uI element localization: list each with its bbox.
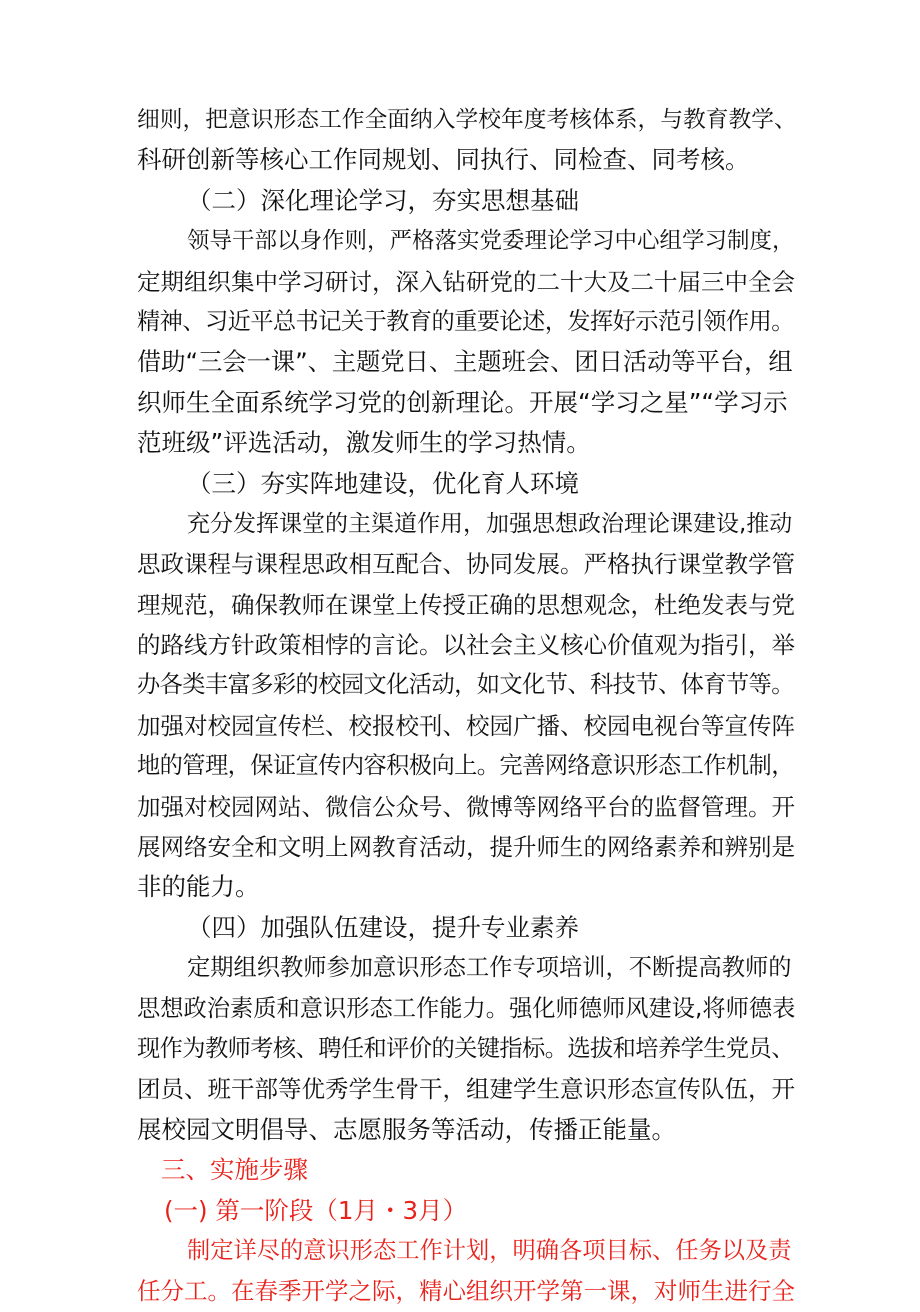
body-line: 非的能力。: [137, 872, 260, 902]
document-page: [137, 100, 797, 1312]
body-line: 范班级”评选活动，激发师生的学习热情。: [137, 428, 591, 458]
body-line: 展校园文明倡导、志愿服务等活动，传播正能量。: [137, 1114, 676, 1144]
body-line: 思政课程与课程思政相互配合、协同发展。严格执行课堂教学管: [137, 550, 795, 579]
body-line: 团员、班干部等优秀学生骨干，组建学生意识形态宣传队伍，开: [137, 1075, 795, 1104]
body-line: 借助“三会一课”、主题党日、主题班会、团日活动等平台，组: [137, 347, 793, 377]
body-line: 细则，把意识形态工作全面纳入学校年度考核体系，与教育教学、: [137, 107, 797, 133]
body-line: 定期组织集中学习研讨，深入钻研党的二十大及二十届三中全会: [137, 267, 795, 296]
section-heading: （二）深化理论学习，夯实思想基础: [187, 185, 579, 215]
section-heading: （三）夯实阵地建设，优化育人环境: [187, 468, 579, 498]
body-line: 加强对校园宣传栏、校报校刊、校园广播、校园电视台等宣传阵: [137, 711, 795, 740]
body-line: 充分发挥课堂的主渠道作用，加强思想政治理论课建设,推动: [187, 510, 793, 537]
body-line: 定期组织教师参加意识形态工作专项培训，不断提高教师的: [187, 954, 792, 982]
body-line: 的路线方针政策相悖的言论。以社会主义核心价值观为指引，举: [137, 631, 795, 660]
body-line: 领导干部以身作则，严格落实党委理论学习中心组学习制度，: [187, 228, 795, 255]
stage-heading: (一) 第一阶段（1月・3月）: [164, 1195, 468, 1225]
body-line: 任分工。在春季开学之际，精心组织开学第一课，对师生进行全: [137, 1277, 795, 1306]
body-line: 办各类丰富多彩的校园文化活动，如文化节、科技节、体育节等。: [137, 671, 794, 699]
body-line: 展网络安全和文明上网教育活动，提升师生的网络素养和辨别是: [137, 833, 795, 862]
chapter-heading: 三、实施步骤: [161, 1155, 308, 1185]
section-heading: （四）加强队伍建设，提升专业素养: [187, 912, 579, 942]
body-line: 理规范，确保教师在课堂上传授正确的思想观念，杜绝发表与党: [137, 590, 795, 619]
body-line: 现作为教师考核、聘任和评价的关键指标。选拔和培养学生党员、: [137, 1034, 794, 1062]
body-line: 加强对校园网站、微信公众号、微博等网络平台的监督管理。开: [137, 792, 795, 821]
body-line: 思想政治素质和意识形态工作能力。强化师德师风建设,将师德表: [137, 994, 796, 1022]
body-line: 织师生全面系统学习党的创新理论。开展“学习之星”“学习示: [137, 387, 788, 417]
body-line: 地的管理，保证宣传内容积极向上。完善网络意识形态工作机制，: [137, 752, 794, 780]
body-line: 科研创新等核心工作同规划、同执行、同检查、同考核。: [137, 145, 750, 175]
body-line: 制定详尽的意识形态工作计划，明确各项目标、任务以及责: [187, 1236, 792, 1264]
body-line: 精神、习近平总书记关于教育的重要论述，发挥好示范引领作用。: [137, 307, 794, 335]
